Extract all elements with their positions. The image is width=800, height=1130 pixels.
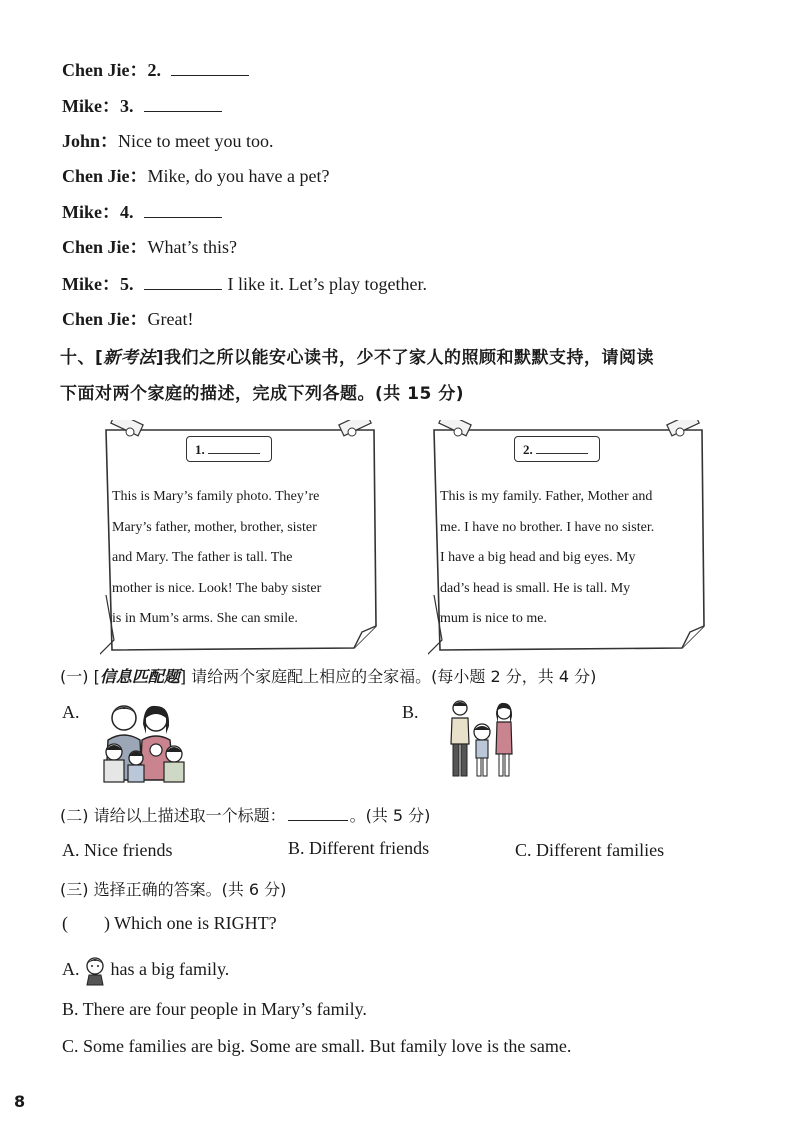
card-1-text: This is Mary’s family photo. They’re Mary’s father, mother, brother, sister and Mary. The father is tall. The mother is nice. Look! The baby sister is in Mum’s arms. She can smile. [112,489,322,626]
dialogue-text: I like it. Let’s play together. [227,274,427,294]
dialogue-line-8: Chen Jie：Great! [62,309,194,329]
answer-blank-2[interactable] [171,61,249,76]
dialogue-text: Nice to meet you too. [118,131,274,151]
part-1-heading: (一) [信息匹配题] 请给两个家庭配上相应的全家福。(每小题 2 分，共 4 分) [60,667,597,686]
part-2-question: (二) 请给以上描述取一个标题： 。(共 5 分) [60,806,431,825]
option-a[interactable]: A. Nice friends [62,840,173,860]
speaker: Mike [62,274,102,294]
title-box-1[interactable]: 1. [186,436,272,462]
card-2-text: This is my family. Father, Mother and me. I have no brother. I have no sister. I have a big head and big eyes. My dad’s head is small. He is tall. My mum is nice to me. [440,489,655,626]
dialogue-line-7: Mike：5. I like it. Let’s play together. [62,274,427,294]
dialogue-line-4: Chen Jie：Mike, do you have a pet? [62,166,330,186]
speaker: Chen Jie [62,166,130,186]
section-10-heading-line2: 下面对两个家庭的描述，完成下列各题。(共 15 分) [60,384,465,404]
picture-label-b: B. [402,702,419,722]
speaker: Mike [62,96,102,116]
speaker: Chen Jie [62,60,130,80]
dialogue-line-1: Chen Jie：2. [62,56,249,82]
family-picture-b[interactable] [444,698,520,782]
answer-paren[interactable]: ( [62,913,68,933]
option-b[interactable]: B. Different friends [288,838,430,858]
answer-blank-4[interactable] [144,203,222,218]
picture-label-a: A. [62,702,80,722]
dialogue-text: Great! [147,309,194,329]
new-method-tag: 新考法 [103,348,156,368]
choice-b[interactable]: B. There are four people in Mary’s family. [62,999,367,1019]
dialogue-line-6: Chen Jie：What’s this? [62,237,237,257]
question-number: 5. [120,274,134,294]
family-picture-a[interactable] [96,700,186,784]
dialogue-line-3: John：Nice to meet you too. [62,131,274,151]
dialogue-text: Mike, do you have a pet? [147,166,330,186]
dialogue-line-5: Mike：4. [62,198,222,224]
boy-icon [84,956,106,986]
speaker: Chen Jie [62,237,130,257]
small-family-icon [444,698,520,782]
speaker: Chen Jie [62,309,130,329]
option-c[interactable]: C. Different families [515,840,665,860]
dialogue-line-2: Mike：3. [62,92,222,118]
info-match-tag: 信息匹配题 [99,667,180,686]
big-family-icon [96,700,186,784]
question-number: 2. [147,60,161,80]
title-answer-blank[interactable] [288,806,348,821]
dialogue-text: What’s this? [147,237,237,257]
question-number: 4. [120,202,134,222]
part-3-question: ( ) Which one is RIGHT? [62,913,277,933]
page-number: 8 [14,1092,26,1111]
family-card-2 [428,420,713,660]
family-card-1 [100,420,385,660]
part-3-heading: (三) 选择正确的答案。(共 6 分) [60,880,287,899]
answer-blank-3[interactable] [144,97,222,112]
choice-c[interactable]: C. Some families are big. Some are small. But family love is the same. [62,1036,572,1056]
section-10-heading: 十、[新考法]我们之所以能安心读书，少不了家人的照顾和默默支持，请阅读 [60,348,655,368]
choice-a[interactable]: A. has a big family. [62,956,229,986]
speaker: Mike [62,202,102,222]
answer-blank-5[interactable] [144,275,222,290]
speaker: John [62,131,101,151]
question-number: 3. [120,96,134,116]
title-box-2[interactable]: 2. [514,436,600,462]
